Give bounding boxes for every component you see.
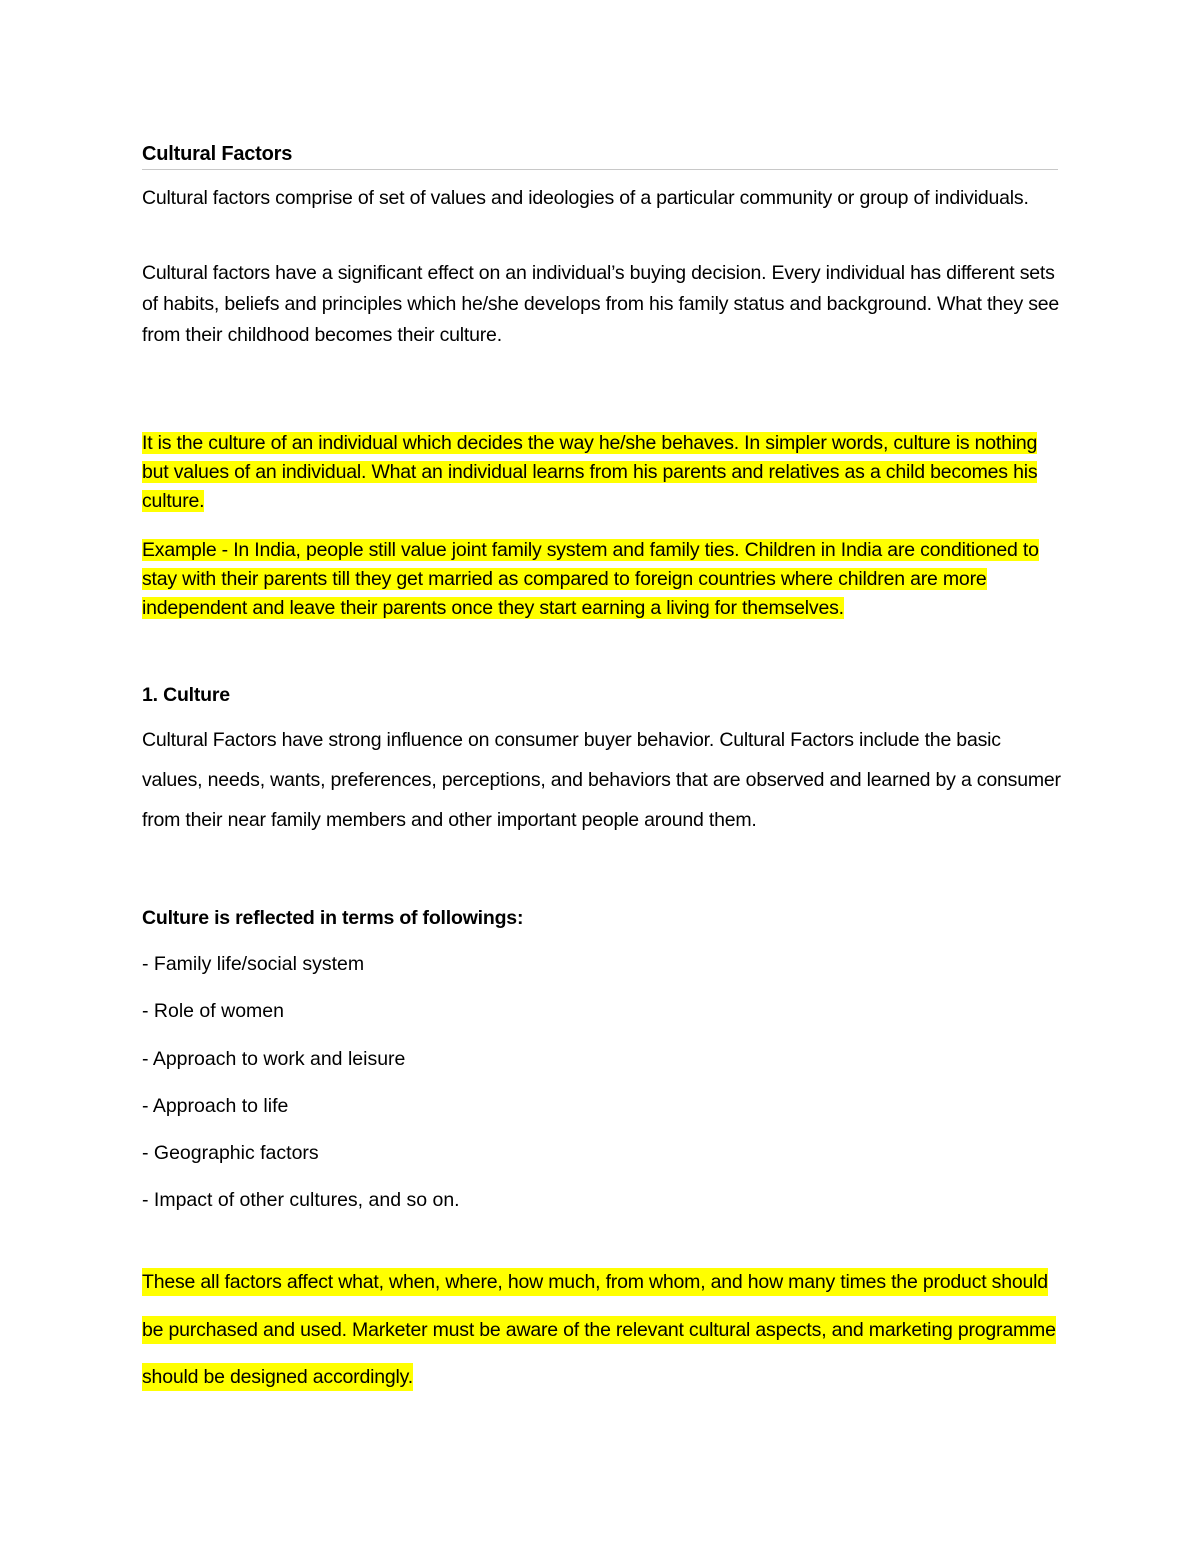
- list-item: - Family life/social system: [142, 953, 365, 975]
- list-item: - Impact of other cultures, and so on.: [142, 1189, 460, 1212]
- paragraph-effect: Cultural factors have a significant effect on an individual’s buying decision. Every individual has different sets of habits, beliefs and principles which he/she develops from his family status and background. What they see from their childhood becomes their culture.: [142, 262, 1060, 346]
- list-item: - Geographic factors: [142, 1142, 319, 1165]
- list-item: - Approach to life: [142, 1094, 289, 1117]
- list-item: - Role of women: [142, 1000, 284, 1023]
- paragraph-culture-influence: Cultural Factors have strong influence on consumer buyer behavior. Cultural Factors include the basic values, needs, wants, preferences, perceptions, and behaviors that are observed and learned by a consumer from their near family members and other important people around them.: [142, 729, 1061, 831]
- list-heading: Culture is reflected in terms of followings:: [142, 907, 524, 929]
- highlighted-text: Example - In India, people still value joint family system and family ties. Children in India are conditioned to stay with their parents till they get married as compared to foreign countries where children are more independent and leave their parents once they start earning a living for themselves.: [142, 539, 1039, 619]
- highlighted-text: It is the culture of an individual which decides the way he/she behaves. In simpler words, culture is nothing but values of an individual. What an individual learns from his parents and relatives as a child becomes his culture.: [142, 432, 1038, 512]
- paragraph-culture-highlighted: [142, 429, 1062, 516]
- list-item: - Approach to work and leisure: [142, 1047, 406, 1070]
- section-heading: 1. Culture: [142, 684, 230, 706]
- document-title: Cultural Factors: [142, 143, 293, 165]
- title-divider: [142, 169, 1058, 170]
- paragraph-definition: Cultural factors comprise of set of values and ideologies of a particular community or group of individuals.: [142, 187, 1029, 209]
- highlighted-text: These all factors affect what, when, where, how much, from whom, and how many times the product should be purchased and used. Marketer must be aware of the relevant cultural aspects, and marketing programme should be designed accordingly.: [142, 1268, 1056, 1391]
- paragraph-example-highlighted: [142, 536, 1062, 623]
- culture-factors-list: [142, 950, 1042, 1234]
- paragraph-conclusion-highlighted: [142, 1259, 1062, 1402]
